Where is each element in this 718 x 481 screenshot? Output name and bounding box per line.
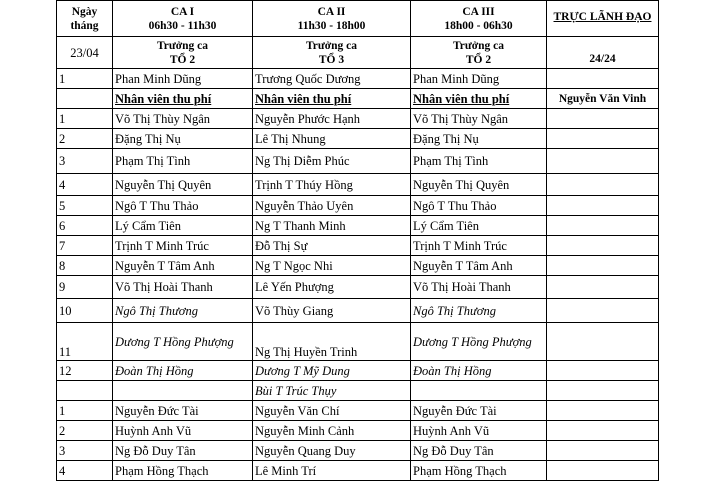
leader-empty-cell (547, 381, 659, 401)
shift2-staff: Võ Thùy Giang (253, 299, 411, 323)
shift2-name: CA II (317, 5, 346, 18)
shift2-staff: Dương T Mỹ Dung (253, 361, 411, 381)
shift3-staff (411, 381, 547, 401)
shift3-staff: Ngô T Thu Thảo (411, 196, 547, 216)
date-row (57, 37, 659, 69)
shift3-team-label: TỔ 2 (465, 53, 492, 66)
row-number: 9 (57, 276, 113, 299)
month-label: tháng (70, 19, 99, 32)
shift3-staff: Võ Thị Hoài Thanh (411, 276, 547, 299)
leader-empty-cell (547, 236, 659, 256)
shift1-staff: Lý Cẩm Tiên (113, 216, 253, 236)
leader-empty-cell (547, 401, 659, 421)
shift1-staff: Trịnh T Minh Trúc (113, 236, 253, 256)
table-row (57, 276, 659, 299)
leader-empty-cell (547, 421, 659, 441)
day-label: Ngày (71, 5, 98, 18)
shift2-staff: Nguyễn Thảo Uyên (253, 196, 411, 216)
shift3-name: CA III (462, 5, 495, 18)
leader-empty-cell (547, 174, 659, 196)
header-row (57, 1, 659, 37)
table-row (57, 381, 659, 401)
table-row (57, 323, 659, 361)
leader-empty-cell (547, 276, 659, 299)
shift1-staff: Ngô T Thu Thảo (113, 196, 253, 216)
shift1-staff: Phạm Hồng Thạch (113, 461, 253, 481)
shift1-staff (113, 381, 253, 401)
shift3-staff: Đặng Thị Nụ (411, 129, 547, 149)
shift3-header (411, 1, 547, 37)
row-number: 3 (57, 149, 113, 174)
table-row (57, 256, 659, 276)
shift2-staff: Lê Thị Nhung (253, 129, 411, 149)
shift2-staff: Lê Yến Phượng (253, 276, 411, 299)
shift1-team (113, 37, 253, 69)
shift1-staff: Võ Thị Hoài Thanh (113, 276, 253, 299)
shift1-name: CA I (170, 5, 195, 18)
shift2-staff: Nguyễn Văn Chí (253, 401, 411, 421)
chief-number: 1 (57, 69, 113, 89)
shift3-staff: Dương T Hồng Phượng (411, 323, 547, 361)
shift2-header (253, 1, 411, 37)
row-number (57, 381, 113, 401)
shift1-staff: Nguyễn Thị Quyên (113, 174, 253, 196)
shift3-team (411, 37, 547, 69)
shift1-staff: Đặng Thị Nụ (113, 129, 253, 149)
shift3-time: 18h00 - 06h30 (444, 19, 513, 32)
leader-header: TRỰC LÃNH ĐẠO (547, 1, 659, 37)
shift3-staff: Huỳnh Anh Vũ (411, 421, 547, 441)
shift1-chief-label: Trưởng ca (156, 39, 209, 52)
shift2-staff: Nguyễn Minh Cảnh (253, 421, 411, 441)
table-row (57, 236, 659, 256)
chief-row (57, 69, 659, 89)
shift1-staff: Nguyễn T Tâm Anh (113, 256, 253, 276)
shift2-staff: Trịnh T Thúy Hồng (253, 174, 411, 196)
shift2-team-label: TỔ 3 (318, 53, 345, 66)
shift1-time: 06h30 - 11h30 (148, 19, 217, 32)
shift3-staff: Nguyễn T Tâm Anh (411, 256, 547, 276)
leader-name: Nguyễn Văn Vinh (547, 89, 659, 109)
staff-header-num (57, 89, 113, 109)
leader-empty-cell (547, 149, 659, 174)
leader-empty-cell (547, 196, 659, 216)
row-number: 11 (57, 323, 113, 361)
shift1-header (113, 1, 253, 37)
date-cell: 23/04 (57, 37, 113, 69)
shift2-staff: Lê Minh Trí (253, 461, 411, 481)
row-number: 1 (57, 401, 113, 421)
table-row (57, 216, 659, 236)
shift1-staff: Phạm Thị Tình (113, 149, 253, 174)
leader-empty-cell (547, 441, 659, 461)
shift2-staff: Ng Thị Diễm Phúc (253, 149, 411, 174)
leader-empty-cell (547, 256, 659, 276)
shift2-chief-label: Trưởng ca (305, 39, 358, 52)
row-number: 2 (57, 421, 113, 441)
table-row (57, 129, 659, 149)
row-number: 12 (57, 361, 113, 381)
row-number: 8 (57, 256, 113, 276)
shift3-staff: Ngô Thị Thương (411, 299, 547, 323)
shift-roster-table (56, 0, 659, 481)
table-row (57, 299, 659, 323)
shift1-staff: Huỳnh Anh Vũ (113, 421, 253, 441)
shift1-staff: Ngô Thị Thương (113, 299, 253, 323)
shift1-staff-header: Nhân viên thu phí (113, 89, 253, 109)
shift1-staff: Đoàn Thị Hồng (113, 361, 253, 381)
leader-empty-cell (547, 216, 659, 236)
shift1-chief: Phan Minh Dũng (113, 69, 253, 89)
table-row (57, 196, 659, 216)
row-number: 3 (57, 441, 113, 461)
leader-empty-cell (547, 129, 659, 149)
shift2-time: 11h30 - 18h00 (297, 19, 366, 32)
shift2-staff: Ng T Thanh Minh (253, 216, 411, 236)
leader-empty-cell (547, 109, 659, 129)
row-number: 6 (57, 216, 113, 236)
leader-empty-cell (547, 69, 659, 89)
shift1-staff: Võ Thị Thùy Ngân (113, 109, 253, 129)
table-row (57, 441, 659, 461)
leader-duty-hours: 24/24 (547, 37, 659, 69)
shift3-staff-header: Nhân viên thu phí (411, 89, 547, 109)
shift2-staff: Ng T Ngọc Nhi (253, 256, 411, 276)
table-row (57, 361, 659, 381)
shift2-staff: Đỗ Thị Sự (253, 236, 411, 256)
shift3-staff: Phạm Thị Tình (411, 149, 547, 174)
table-row (57, 149, 659, 174)
shift2-staff: Nguyễn Quang Duy (253, 441, 411, 461)
shift3-staff: Võ Thị Thùy Ngân (411, 109, 547, 129)
shift1-team-label: TỔ 2 (169, 53, 196, 66)
shift2-staff: Ng Thị Huyền Trinh (253, 323, 411, 361)
shift1-staff: Ng Đỗ Duy Tân (113, 441, 253, 461)
shift3-staff: Trịnh T Minh Trúc (411, 236, 547, 256)
shift2-staff: Bùi T Trúc Thụy (253, 381, 411, 401)
shift3-chief: Phan Minh Dũng (411, 69, 547, 89)
leader-empty-cell (547, 361, 659, 381)
row-number: 4 (57, 174, 113, 196)
shift3-chief-label: Trưởng ca (452, 39, 505, 52)
shift3-staff: Ng Đỗ Duy Tân (411, 441, 547, 461)
day-month-header (57, 1, 113, 37)
shift2-team (253, 37, 411, 69)
row-number: 1 (57, 109, 113, 129)
row-number: 7 (57, 236, 113, 256)
leader-empty-cell (547, 323, 659, 361)
shift2-staff: Nguyễn Phước Hạnh (253, 109, 411, 129)
shift3-staff: Lý Cẩm Tiên (411, 216, 547, 236)
shift3-staff: Đoàn Thị Hồng (411, 361, 547, 381)
table-row (57, 109, 659, 129)
leader-empty-cell (547, 299, 659, 323)
table-row (57, 174, 659, 196)
shift1-staff: Dương T Hồng Phượng (113, 323, 253, 361)
row-number: 5 (57, 196, 113, 216)
row-number: 10 (57, 299, 113, 323)
row-number: 4 (57, 461, 113, 481)
shift2-staff-header: Nhân viên thu phí (253, 89, 411, 109)
shift2-chief: Trương Quốc Dương (253, 69, 411, 89)
shift3-staff: Phạm Hồng Thạch (411, 461, 547, 481)
staff-header-row (57, 89, 659, 109)
table-row (57, 401, 659, 421)
shift3-staff: Nguyễn Đức Tài (411, 401, 547, 421)
table-row (57, 421, 659, 441)
row-number: 2 (57, 129, 113, 149)
shift1-staff: Nguyễn Đức Tài (113, 401, 253, 421)
shift3-staff: Nguyễn Thị Quyên (411, 174, 547, 196)
